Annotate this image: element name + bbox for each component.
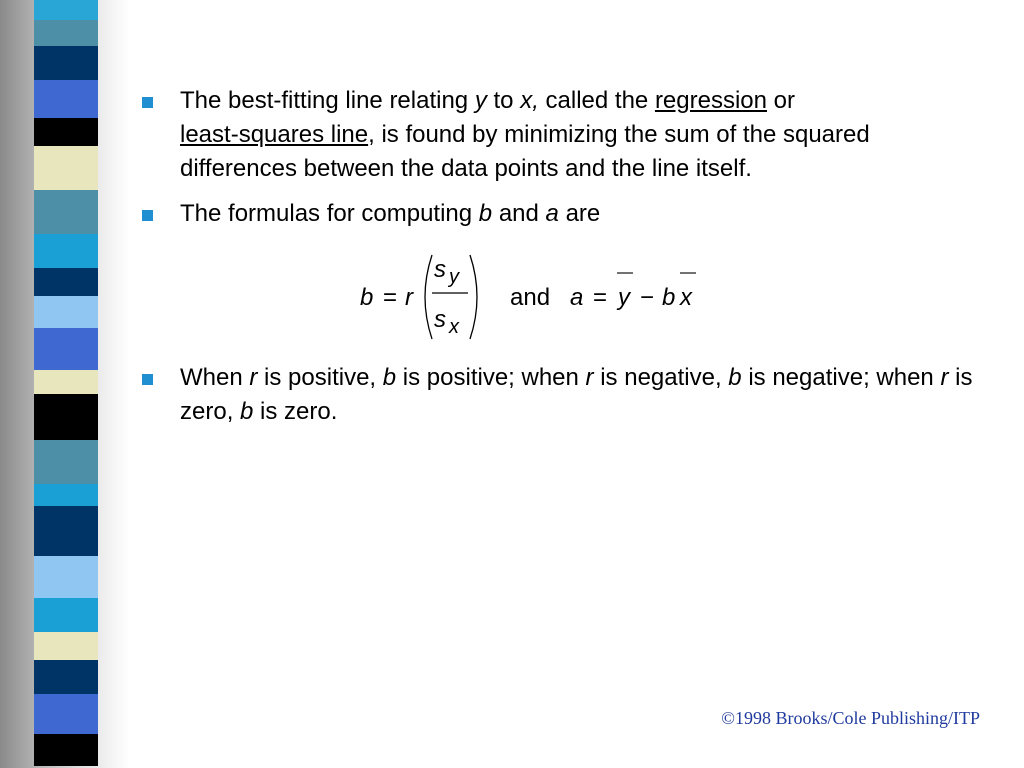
formula-ybar: y [618,284,630,311]
text: to [486,87,521,114]
var-b: b [728,364,742,391]
stripe-segment [34,328,98,370]
stripe-segment [34,0,98,20]
stripe-segment [34,506,98,556]
var-x: x, [520,87,539,114]
text: is negative; when [741,364,941,391]
var-r: r [585,364,594,391]
term-regression: regression [654,87,767,114]
stripe-segment [34,146,98,190]
copyright-footer: ©1998 Brooks/Cole Publishing/ITP [721,708,980,728]
term-least-squares-line: least-squares line [180,121,369,148]
stripe-segment [34,598,98,632]
var-b: b [478,200,493,227]
formula-xbar: x [680,284,692,311]
bullet-regression-definition [142,84,982,186]
stripe-segment [34,234,98,268]
text: are [558,200,601,227]
stripe-segment [34,46,98,80]
stripe-segment [34,190,98,234]
text: is negative, [593,364,729,391]
text: is zero. [253,398,338,425]
formula-a: a [570,284,584,311]
formula-sub-x: x [449,316,459,338]
slide-content [142,84,982,429]
stripe-segment [34,632,98,660]
formula-minus: − [640,284,655,311]
stripe-segment [34,694,98,734]
text: called the [538,87,655,114]
stripe-segment [34,734,98,766]
formula-b2: b [662,284,676,311]
stripe-segment [34,660,98,694]
formula-and: and [510,284,551,311]
stripe-segment [34,118,98,146]
var-a: a [545,200,559,227]
var-b: b [240,398,254,425]
bullet-sign-relationship [142,361,982,429]
text: is positive, [257,364,383,391]
stripe-segment [34,296,98,328]
var-y: y [474,87,487,114]
formula-r: r [405,284,413,311]
stripe-segment [34,268,98,296]
stripe-segment [34,370,98,394]
stripe-segment [34,484,98,506]
formula-equals-2: = [593,284,608,311]
regression-formulas [142,237,982,355]
decorative-stripe-bar [34,0,98,768]
left-paren-icon [425,255,432,339]
text: is positive; when [396,364,586,391]
formula-b: b [360,284,374,311]
text: and [492,200,546,227]
stripe-segment [34,80,98,118]
text: The best-fitting line relating [180,87,475,114]
right-paren-icon [470,255,477,339]
text: is zero, [180,364,973,425]
bullet-formulas-intro [142,197,982,231]
text: The formulas for computing [180,200,479,227]
stripe-segment [34,20,98,46]
formula-s-denominator: s [434,306,446,333]
var-r: r [249,364,258,391]
var-b: b [382,364,397,391]
text: or [767,87,796,114]
square-bullet-icon [142,374,153,385]
formula-s-numerator: s [434,256,446,283]
var-r: r [940,364,949,391]
square-bullet-icon [142,210,153,221]
stripe-segment [34,556,98,598]
stripe-segment [34,440,98,484]
text: , is found by minimizing the sum of the squared differences between the data points and the line itself. [180,121,870,182]
formula-equals-1: = [383,284,398,311]
formula-graphic [142,237,762,355]
square-bullet-icon [142,97,153,108]
formula-sub-y: y [449,266,459,288]
stripe-segment [34,394,98,440]
text: When [180,364,250,391]
